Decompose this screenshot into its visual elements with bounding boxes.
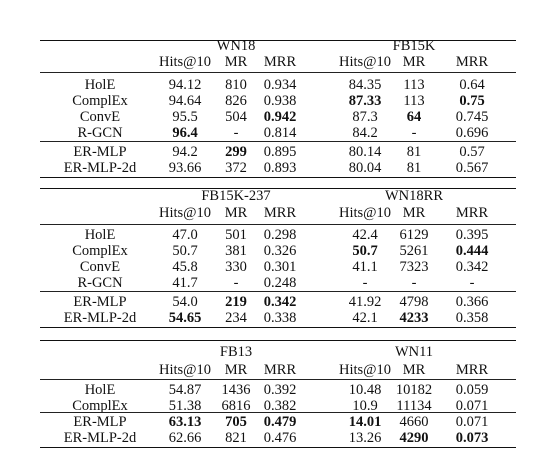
- model-name: ConvE: [79, 259, 121, 275]
- table-cell: 113: [403, 93, 425, 109]
- model-name: ComplEx: [72, 243, 128, 259]
- table-cell: 41.92: [348, 294, 382, 310]
- table-cell: 0.366: [455, 294, 489, 310]
- results-table-2: [40, 186, 516, 336]
- table-cell: 0.57: [459, 144, 485, 160]
- table-bottom-rule: [40, 447, 516, 448]
- table-cell: 10.48: [348, 382, 382, 398]
- table-cell: 0.814: [263, 125, 297, 141]
- metric-header: MRR: [263, 54, 297, 70]
- table-cell: -: [233, 125, 239, 141]
- dataset-header: WN18RR: [385, 188, 443, 204]
- table-cell: 84.35: [348, 77, 382, 93]
- table-cell: 0.64: [459, 77, 485, 93]
- table-cell: 7323: [399, 259, 429, 275]
- table-cell: 0.059: [455, 382, 489, 398]
- group-separator-rule: [40, 412, 516, 413]
- table-cell: 219: [225, 294, 247, 310]
- table-cell: 0.75: [459, 93, 485, 109]
- results-table-3: [40, 338, 516, 458]
- metric-header: MRR: [455, 205, 489, 221]
- table-cell: -: [233, 275, 239, 291]
- table-cell: 0.696: [455, 125, 489, 141]
- table-cell: 84.2: [352, 125, 378, 141]
- metric-header: MR: [402, 205, 426, 221]
- model-name: ER-MLP: [73, 414, 127, 430]
- table-cell: 94.64: [168, 93, 202, 109]
- metric-header: MRR: [455, 54, 489, 70]
- dataset-header: FB15K-237: [201, 188, 271, 204]
- table-cell: 0.395: [455, 227, 489, 243]
- table-cell: 54.65: [168, 310, 202, 326]
- table-cell: 87.3: [352, 109, 378, 125]
- dataset-header: FB15K: [392, 38, 436, 54]
- table-cell: 0.342: [263, 294, 297, 310]
- table-cell: 10182: [395, 382, 433, 398]
- table-cell: 299: [225, 144, 247, 160]
- table-cell: 41.7: [172, 275, 198, 291]
- table-cell: 372: [225, 160, 247, 176]
- model-name: ComplEx: [72, 398, 128, 414]
- metric-header: MR: [224, 362, 248, 378]
- table-cell: 95.5: [172, 109, 198, 125]
- results-table-1: [40, 38, 516, 178]
- table-cell: 13.26: [348, 430, 382, 446]
- table-cell: 87.33: [348, 93, 382, 109]
- table-cell: -: [362, 275, 368, 291]
- table-cell: 4233: [399, 310, 429, 326]
- table-cell: 0.071: [455, 398, 489, 414]
- table-cell: 0.248: [263, 275, 297, 291]
- table-cell: 11134: [396, 398, 432, 414]
- table-cell: 93.66: [168, 160, 202, 176]
- metric-header: Hits@10: [158, 54, 212, 70]
- group-separator-rule: [40, 141, 516, 142]
- table-cell: 50.7: [352, 243, 378, 259]
- table-cell: 64: [406, 109, 422, 125]
- table-cell: -: [469, 275, 475, 291]
- table-cell: 80.14: [348, 144, 382, 160]
- table-cell: 234: [225, 310, 247, 326]
- table-cell: 47.0: [172, 227, 198, 243]
- metric-header: MRR: [263, 362, 297, 378]
- table-cell: 4798: [399, 294, 429, 310]
- table-cell: 0.745: [455, 109, 489, 125]
- table-cell: 51.38: [168, 398, 202, 414]
- model-name: HolE: [84, 227, 116, 243]
- table-bottom-rule: [40, 177, 516, 178]
- table-cell: 0.938: [263, 93, 297, 109]
- table-cell: -: [411, 125, 417, 141]
- table-cell: 0.073: [455, 430, 489, 446]
- model-name: ER-MLP-2d: [63, 160, 137, 176]
- table-cell: 0.301: [263, 259, 297, 275]
- table-cell: 94.2: [172, 144, 198, 160]
- table-cell: 4290: [399, 430, 429, 446]
- table-cell: 504: [225, 109, 247, 125]
- table-cell: 80.04: [348, 160, 382, 176]
- table-cell: 63.13: [168, 414, 202, 430]
- header-rule: [40, 379, 516, 380]
- table-cell: 0.444: [455, 243, 489, 259]
- table-cell: 62.66: [168, 430, 202, 446]
- metric-header: MRR: [263, 205, 297, 221]
- metric-header: MR: [224, 205, 248, 221]
- table-cell: 381: [225, 243, 247, 259]
- table-cell: 0.893: [263, 160, 297, 176]
- table-cell: 810: [225, 77, 247, 93]
- table-top-rule: [40, 188, 516, 189]
- table-cell: 0.071: [455, 414, 489, 430]
- table-cell: 14.01: [348, 414, 382, 430]
- table-cell: 94.12: [168, 77, 202, 93]
- metric-header: MR: [224, 54, 248, 70]
- table-cell: 4660: [399, 414, 429, 430]
- model-name: ER-MLP: [73, 294, 127, 310]
- table-bottom-rule: [40, 327, 516, 328]
- table-top-rule: [40, 40, 516, 41]
- table-cell: 0.942: [263, 109, 297, 125]
- dataset-header: WN11: [394, 344, 434, 360]
- table-cell: 821: [225, 430, 247, 446]
- table-cell: 54.87: [168, 382, 202, 398]
- table-cell: 45.8: [172, 259, 198, 275]
- model-name: ComplEx: [72, 93, 128, 109]
- table-cell: 1436: [221, 382, 251, 398]
- table-cell: 705: [225, 414, 247, 430]
- table-cell: 6129: [399, 227, 429, 243]
- table-cell: 81: [406, 160, 422, 176]
- table-cell: 0.476: [263, 430, 297, 446]
- table-cell: 0.392: [263, 382, 297, 398]
- table-cell: 0.382: [263, 398, 297, 414]
- table-cell: 330: [225, 259, 247, 275]
- model-name: R-GCN: [77, 275, 123, 291]
- model-name: ER-MLP: [73, 144, 127, 160]
- table-cell: 41.1: [352, 259, 378, 275]
- table-cell: 42.1: [352, 310, 378, 326]
- table-cell: 6816: [221, 398, 251, 414]
- table-cell: 826: [225, 93, 247, 109]
- table-cell: 501: [225, 227, 247, 243]
- table-cell: 42.4: [352, 227, 378, 243]
- table-cell: 81: [406, 144, 422, 160]
- model-name: R-GCN: [77, 125, 123, 141]
- metric-header: Hits@10: [338, 362, 392, 378]
- header-rule: [40, 72, 516, 73]
- table-cell: 0.895: [263, 144, 297, 160]
- metric-header: Hits@10: [338, 54, 392, 70]
- table-cell: 0.358: [455, 310, 489, 326]
- table-cell: 0.326: [263, 243, 297, 259]
- model-name: ER-MLP-2d: [63, 310, 137, 326]
- metric-header: Hits@10: [338, 205, 392, 221]
- table-cell: -: [411, 275, 417, 291]
- table-cell: 96.4: [172, 125, 198, 141]
- dataset-header: FB13: [219, 344, 253, 360]
- metric-header: MR: [402, 362, 426, 378]
- table-cell: 0.479: [263, 414, 297, 430]
- model-name: HolE: [84, 77, 116, 93]
- table-cell: 54.0: [172, 294, 198, 310]
- model-name: HolE: [84, 382, 116, 398]
- table-cell: 50.7: [172, 243, 198, 259]
- table-cell: 0.338: [263, 310, 297, 326]
- table-top-rule: [40, 340, 516, 341]
- model-name: ER-MLP-2d: [63, 430, 137, 446]
- header-rule: [40, 224, 516, 225]
- metric-header: MR: [402, 54, 426, 70]
- metric-header: Hits@10: [158, 205, 212, 221]
- metric-header: MRR: [455, 362, 489, 378]
- group-separator-rule: [40, 291, 516, 292]
- table-cell: 113: [403, 77, 425, 93]
- metric-header: Hits@10: [158, 362, 212, 378]
- table-cell: 5261: [399, 243, 429, 259]
- table-cell: 0.298: [263, 227, 297, 243]
- table-cell: 0.934: [263, 77, 297, 93]
- table-cell: 10.9: [352, 398, 378, 414]
- table-cell: 0.567: [455, 160, 489, 176]
- table-cell: 0.342: [455, 259, 489, 275]
- dataset-header: WN18: [216, 38, 256, 54]
- model-name: ConvE: [79, 109, 121, 125]
